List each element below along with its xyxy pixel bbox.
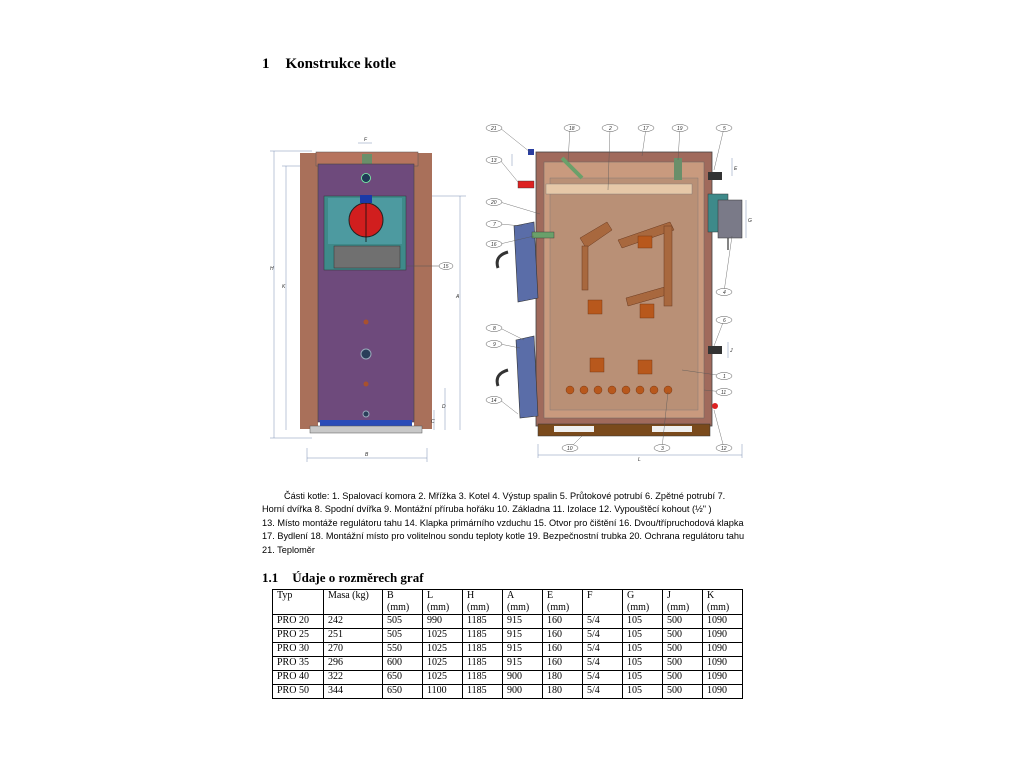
table-row (273, 657, 743, 671)
header-cell: J (mm) (663, 590, 703, 615)
svg-text:16: 16 (491, 242, 497, 248)
table-cell: 900 (503, 671, 543, 685)
table-cell: 915 (503, 657, 543, 671)
header-label: L (427, 590, 434, 601)
header-cell: B (mm) (383, 590, 423, 615)
table-cell: 251 (324, 629, 383, 643)
subsection-title: Údaje o rozměrech graf (292, 570, 424, 585)
table-cell: 296 (324, 657, 383, 671)
table-cell: 500 (663, 657, 703, 671)
svg-text:C: C (431, 419, 435, 425)
table-cell: 900 (503, 685, 543, 699)
table-cell: 1090 (703, 643, 743, 657)
table-cell: 1185 (463, 615, 503, 629)
table-row (273, 629, 743, 643)
header-cell: G (mm) (623, 590, 663, 615)
table-cell: 160 (543, 629, 583, 643)
header-label: B (387, 590, 394, 601)
table-cell: 500 (663, 629, 703, 643)
svg-text:D: D (442, 404, 446, 410)
table-cell: 1185 (463, 671, 503, 685)
header-cell: E (mm) (543, 590, 583, 615)
table-cell: 1090 (703, 629, 743, 643)
table-row (273, 643, 743, 657)
table-cell: 915 (503, 643, 543, 657)
table-cell: 105 (623, 643, 663, 657)
header-label: E (547, 590, 554, 601)
caption-line: Horní dvířka 8. Spodní dvířka 9. Montážní příruba hořáku 10. Základna 11. Izolace 12. Vypouštěcí kohout (½" ) (262, 504, 712, 515)
table-cell: 180 (543, 685, 583, 699)
table-cell: 500 (663, 685, 703, 699)
svg-text:1: 1 (723, 374, 726, 380)
table-cell: 1185 (463, 657, 503, 671)
svg-text:8: 8 (493, 326, 496, 332)
svg-text:A: A (456, 294, 460, 300)
svg-text:F: F (364, 137, 368, 143)
header-cell (273, 590, 324, 615)
table-cell: 505 (383, 629, 423, 643)
front-view (270, 137, 466, 462)
table-cell: 915 (503, 615, 543, 629)
header-cell (583, 590, 623, 615)
header-cell (324, 590, 383, 615)
table-cell: 105 (623, 657, 663, 671)
table-cell: 5/4 (583, 643, 623, 657)
table-cell: 915 (503, 629, 543, 643)
table-cell: 1090 (703, 615, 743, 629)
table-cell: 1090 (703, 657, 743, 671)
caption-line: Části kotle: 1. Spalovací komora 2. Mřížka 3. Kotel 4. Výstup spalin 5. Průtokové potrubí 6. Zpětné potrubí 7. (284, 491, 726, 501)
table-cell: PRO 35 (273, 657, 324, 671)
svg-text:B: B (365, 452, 369, 458)
table-cell: 105 (623, 671, 663, 685)
table-cell: 1025 (423, 671, 463, 685)
header-label: G (627, 590, 635, 601)
table-cell: 1100 (423, 685, 463, 699)
svg-text:6: 6 (723, 318, 726, 324)
table-cell: 600 (383, 657, 423, 671)
table-cell: 270 (324, 643, 383, 657)
table-cell: 160 (543, 643, 583, 657)
table-cell: 242 (324, 615, 383, 629)
table-cell: PRO 50 (273, 685, 324, 699)
side-view (486, 125, 752, 464)
table-cell: 5/4 (583, 671, 623, 685)
table-cell: 990 (423, 615, 463, 629)
svg-text:5: 5 (723, 126, 726, 132)
svg-text:7: 7 (493, 222, 496, 228)
svg-text:2: 2 (609, 126, 612, 132)
table-cell: 1090 (703, 671, 743, 685)
header-label: K (707, 590, 715, 601)
front-label-15: 15 (443, 264, 449, 270)
subsection-number: 1.1 (262, 570, 279, 585)
table-cell: 5/4 (583, 615, 623, 629)
svg-text:10: 10 (567, 446, 573, 452)
svg-text:20: 20 (491, 200, 497, 206)
table-cell: 160 (543, 657, 583, 671)
table-cell: 500 (663, 615, 703, 629)
svg-text:12: 12 (721, 446, 727, 452)
section-title: Konstrukce kotle (285, 56, 396, 72)
table-cell: 1185 (463, 685, 503, 699)
svg-text:H: H (270, 266, 274, 272)
table-cell: PRO 25 (273, 629, 324, 643)
svg-text:19: 19 (677, 126, 683, 132)
table-cell: 1025 (423, 629, 463, 643)
table-cell: PRO 40 (273, 671, 324, 685)
svg-text:3: 3 (661, 446, 664, 452)
table-cell: 5/4 (583, 657, 623, 671)
table-cell: 105 (623, 629, 663, 643)
table-cell: 1090 (703, 685, 743, 699)
header-cell: A (mm) (503, 590, 543, 615)
header-cell: K (mm) (703, 590, 743, 615)
table-cell: 550 (383, 643, 423, 657)
table-cell: 505 (383, 615, 423, 629)
table-cell: 180 (543, 671, 583, 685)
table-cell: 105 (623, 685, 663, 699)
table-cell: 344 (324, 685, 383, 699)
table-cell: 160 (543, 615, 583, 629)
svg-text:J: J (730, 348, 733, 354)
header-cell: H (mm) (463, 590, 503, 615)
table-row (273, 615, 743, 629)
caption-line: 17. Bydlení 18. Montážní místo pro volitelnou sondu teploty kotle 19. Bezpečnostní trubka 20. Ochrana regulátoru tahu (262, 531, 745, 542)
svg-text:18: 18 (569, 126, 575, 132)
table-cell: 1025 (423, 657, 463, 671)
table-cell: PRO 30 (273, 643, 324, 657)
parts-caption (262, 490, 782, 557)
svg-text:E: E (734, 166, 738, 172)
table-cell: 5/4 (583, 685, 623, 699)
caption-line: 21. Teploměr (262, 544, 315, 555)
svg-text:G: G (748, 218, 752, 224)
table-cell: 322 (324, 671, 383, 685)
table-cell: PRO 20 (273, 615, 324, 629)
svg-text:14: 14 (491, 398, 497, 404)
table-cell: 650 (383, 671, 423, 685)
boiler-diagram (262, 118, 762, 468)
header-label: F (587, 590, 593, 601)
table-row (273, 671, 743, 685)
svg-text:17: 17 (643, 126, 649, 132)
table-cell: 1185 (463, 629, 503, 643)
svg-text:11: 11 (721, 390, 727, 396)
header-label: Typ (277, 590, 293, 601)
caption-line: 13. Místo montáže regulátoru tahu 14. Klapka primárního vzduchu 15. Otvor pro čištění 16. Dvou/třípruchodová klapka (262, 517, 744, 528)
table-cell: 650 (383, 685, 423, 699)
table-cell: 105 (623, 615, 663, 629)
svg-text:4: 4 (723, 290, 726, 296)
table-cell: 5/4 (583, 629, 623, 643)
svg-text:L: L (638, 457, 641, 463)
table-header-row (273, 590, 743, 615)
svg-text:9: 9 (493, 342, 496, 348)
table-cell: 1185 (463, 643, 503, 657)
table-cell: 500 (663, 671, 703, 685)
header-cell: L (mm) (423, 590, 463, 615)
table-cell: 500 (663, 643, 703, 657)
subsection-heading (262, 570, 424, 586)
section-heading (262, 56, 396, 73)
header-label: Masa (kg) (328, 590, 369, 601)
dimensions-table (272, 589, 743, 699)
header-label: J (667, 590, 671, 601)
svg-text:13: 13 (491, 158, 497, 164)
svg-text:21: 21 (491, 126, 497, 132)
section-number: 1 (262, 56, 270, 72)
table-cell: 1025 (423, 643, 463, 657)
table-row (273, 685, 743, 699)
header-label: A (507, 590, 515, 601)
header-label: H (467, 590, 475, 601)
svg-text:K: K (282, 284, 286, 290)
